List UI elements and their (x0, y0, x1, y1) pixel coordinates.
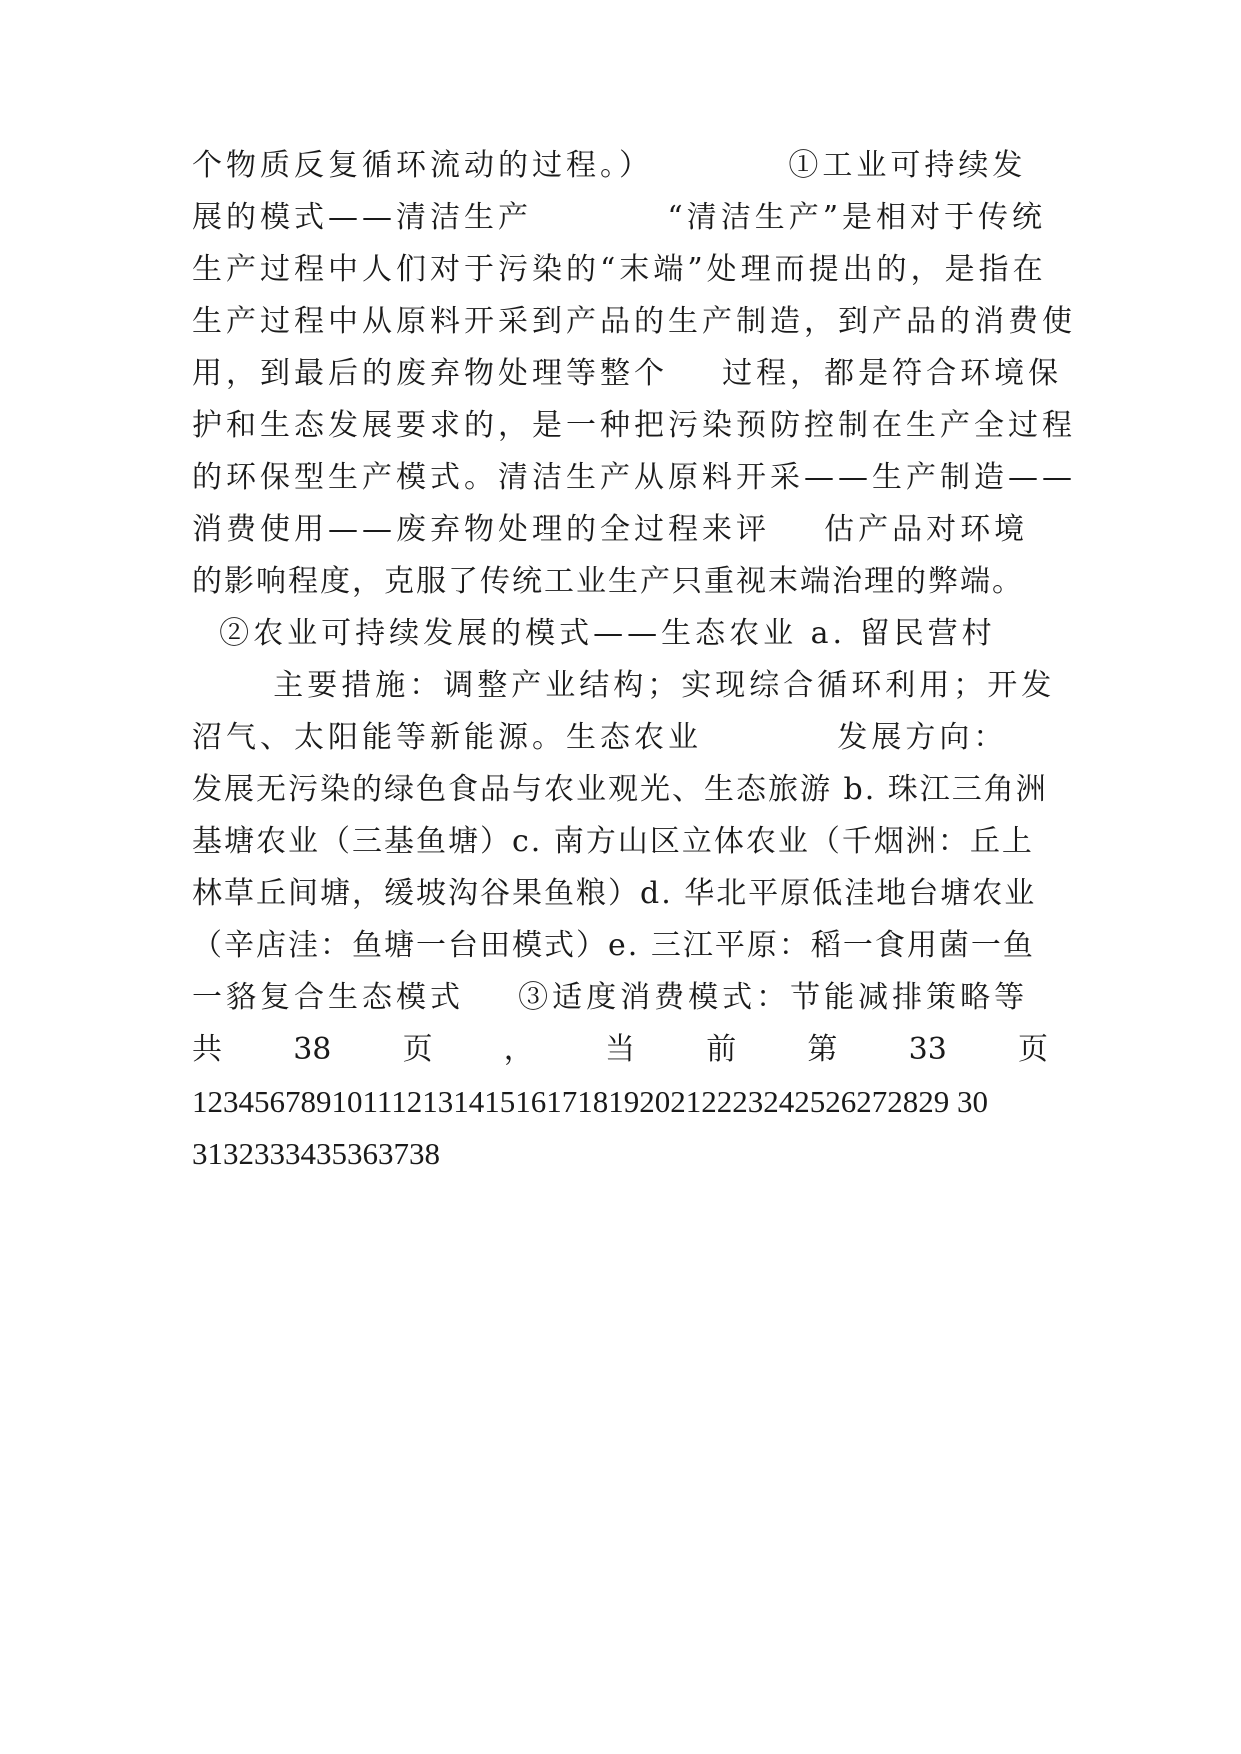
text-line-13: 发展无污染的绿色食品与农业观光、生态旅游 b. 珠江三角洲 (192, 772, 1048, 807)
text-line-15: 林草丘间塘，缓坡沟谷果鱼粮）d. 华北平原低洼地台塘农业 (192, 876, 1037, 911)
text-line-10: ②农业可持续发展的模式——生态农业 a. 留民营村 (192, 616, 996, 651)
page-info-token: 页 (1018, 1032, 1048, 1067)
page-info-line (192, 1030, 1048, 1070)
page-info-token: 第 (807, 1032, 838, 1067)
page-info-token: 共 (192, 1032, 222, 1067)
page-info-token: 页 (402, 1032, 433, 1067)
page-info-token: 38 (293, 1032, 332, 1067)
text-line-17: 一貉复合生态模式 ③适度消费模式：节能减排策略等 (192, 980, 1029, 1015)
page-numbers-line-2: 3132333435363738 (192, 1136, 440, 1171)
text-line-9: 的影响程度，克服了传统工业生产只重视末端治理的弊端。 (192, 564, 1024, 599)
page-info-token: 前 (706, 1032, 737, 1067)
text-line-11: 主要措施：调整产业结构；实现综合循环利用；开发 (192, 668, 1056, 703)
text-line-5: 用，到最后的废弃物处理等整个 过程，都是符合环境保 (192, 356, 1063, 391)
text-line-2: 展的模式——清洁生产 “清洁生产”是相对于传统 (192, 200, 1047, 235)
text-line-3: 生产过程中人们对于污染的“末端”处理而提出的，是指在 (192, 252, 1047, 287)
text-line-14: 基塘农业（三基鱼塘）c. 南方山区立体农业（千烟洲：丘上 (192, 824, 1034, 859)
text-line-7: 的环保型生产模式。清洁生产从原料开采——生产制造—— (192, 460, 1076, 495)
text-line-12: 沼气、太阳能等新能源。生态农业 发展方向： (192, 720, 1008, 755)
page-info-token: 33 (908, 1032, 947, 1067)
page-numbers-line-1: 1234567891011121314151617181920212223242526272829 30 (192, 1084, 988, 1119)
text-line-1: 个物质反复循环流动的过程。） ①工业可持续发 (192, 148, 1027, 183)
text-line-8: 消费使用——废弃物处理的全过程来评 估产品对环境 (192, 512, 1029, 547)
text-line-16: （辛店洼：鱼塘一台田模式）e. 三江平原：稻一食用菌一鱼 (192, 928, 1035, 963)
page-info-token: 当 (605, 1032, 635, 1067)
text-line-4: 生产过程中从原料开采到产品的生产制造，到产品的消费使 (192, 304, 1076, 339)
text-line-6: 护和生态发展要求的，是一种把污染预防控制在生产全过程 (192, 408, 1076, 443)
page-info-token: ， (503, 1032, 534, 1067)
